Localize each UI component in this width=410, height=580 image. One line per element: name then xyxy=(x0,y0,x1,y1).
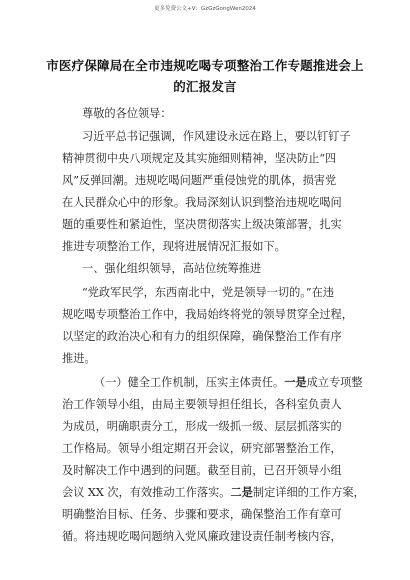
paragraph-2-line: 推进。 xyxy=(62,352,96,365)
document-title-line-2: 的汇报发言 xyxy=(173,79,237,94)
paragraph-2-line: 规吃喝专项整治工作中，我局始终将党的领导贯穿全过程， xyxy=(62,308,353,321)
header-note: 更多免费公文+V：GzGzGongWen2024 xyxy=(154,6,256,12)
document-title-line-1: 市医疗保障局在全市违规吃喝专项整治工作专题推进会上 xyxy=(46,58,364,73)
paragraph-1-line: 习近平总书记强调，作风建设永远在路上，要以钉钉子 xyxy=(82,130,351,143)
section-1-heading: 一、强化组织领导，高站位统筹推进 xyxy=(82,262,262,275)
paragraph-3-line: 治工作领导小组，由局主要领导担任组长，各科室负责人 xyxy=(62,398,342,411)
paragraph-2-line: “党政军民学，东西南北中，党是领导一切的。”在违 xyxy=(82,286,334,299)
paragraph-3-line: 工作格局。领导小组定期召开会议，研究部署整治工作， xyxy=(62,442,342,455)
paragraph-3-text: 会议 XX 次，有效推动工作落实。 xyxy=(62,486,231,499)
emphasis-second: 二是 xyxy=(230,485,253,499)
paragraph-1-line: 在人民群众心中的形象。我局深刻认识到整治违规吃喝问 xyxy=(62,196,342,209)
paragraph-3-line: 循。将违规吃喝问题纳入党风廉政建设责任制考核内容， xyxy=(62,530,342,543)
paragraph-3-text: 成立专项整 xyxy=(306,376,363,389)
paragraph-1-line: 精神贯彻中央八项规定及其实施细则精神，坚决防止“四 xyxy=(62,152,337,165)
paragraph-3-line: 明确整治目标、任务、步骤和要求，确保整治工作有章可 xyxy=(62,508,342,521)
paragraph-3-line: 及时解决工作中遇到的问题。截至目前，已召开领导小组 xyxy=(62,464,342,477)
paragraph-1-line: 风”反弹回潮。违规吃喝问题严重侵蚀党的肌体，损害党 xyxy=(62,174,337,187)
paragraph-3-line: 为成员，明确职责分工，形成一级抓一级、层层抓落实的 xyxy=(62,420,342,433)
paragraph-3-line xyxy=(94,374,363,390)
paragraph-1-line: 推进专项整治工作，现将进展情况汇报如下。 xyxy=(62,240,286,253)
paragraph-1-line: 题的重要性和紧迫性，坚决贯彻落实上级决策部署，扎实 xyxy=(62,218,342,231)
paragraph-3-line xyxy=(62,484,365,500)
paragraph-2-line: 以坚定的政治决心和有力的组织保障，确保整治工作有序 xyxy=(62,330,342,343)
paragraph-3-text: 制定详细的工作方案， xyxy=(252,486,365,499)
greeting: 尊敬的各位领导： xyxy=(82,107,172,120)
emphasis-first: 一是 xyxy=(284,375,307,389)
subsection-heading: （一）健全工作机制，压实主体责任。 xyxy=(94,376,285,389)
